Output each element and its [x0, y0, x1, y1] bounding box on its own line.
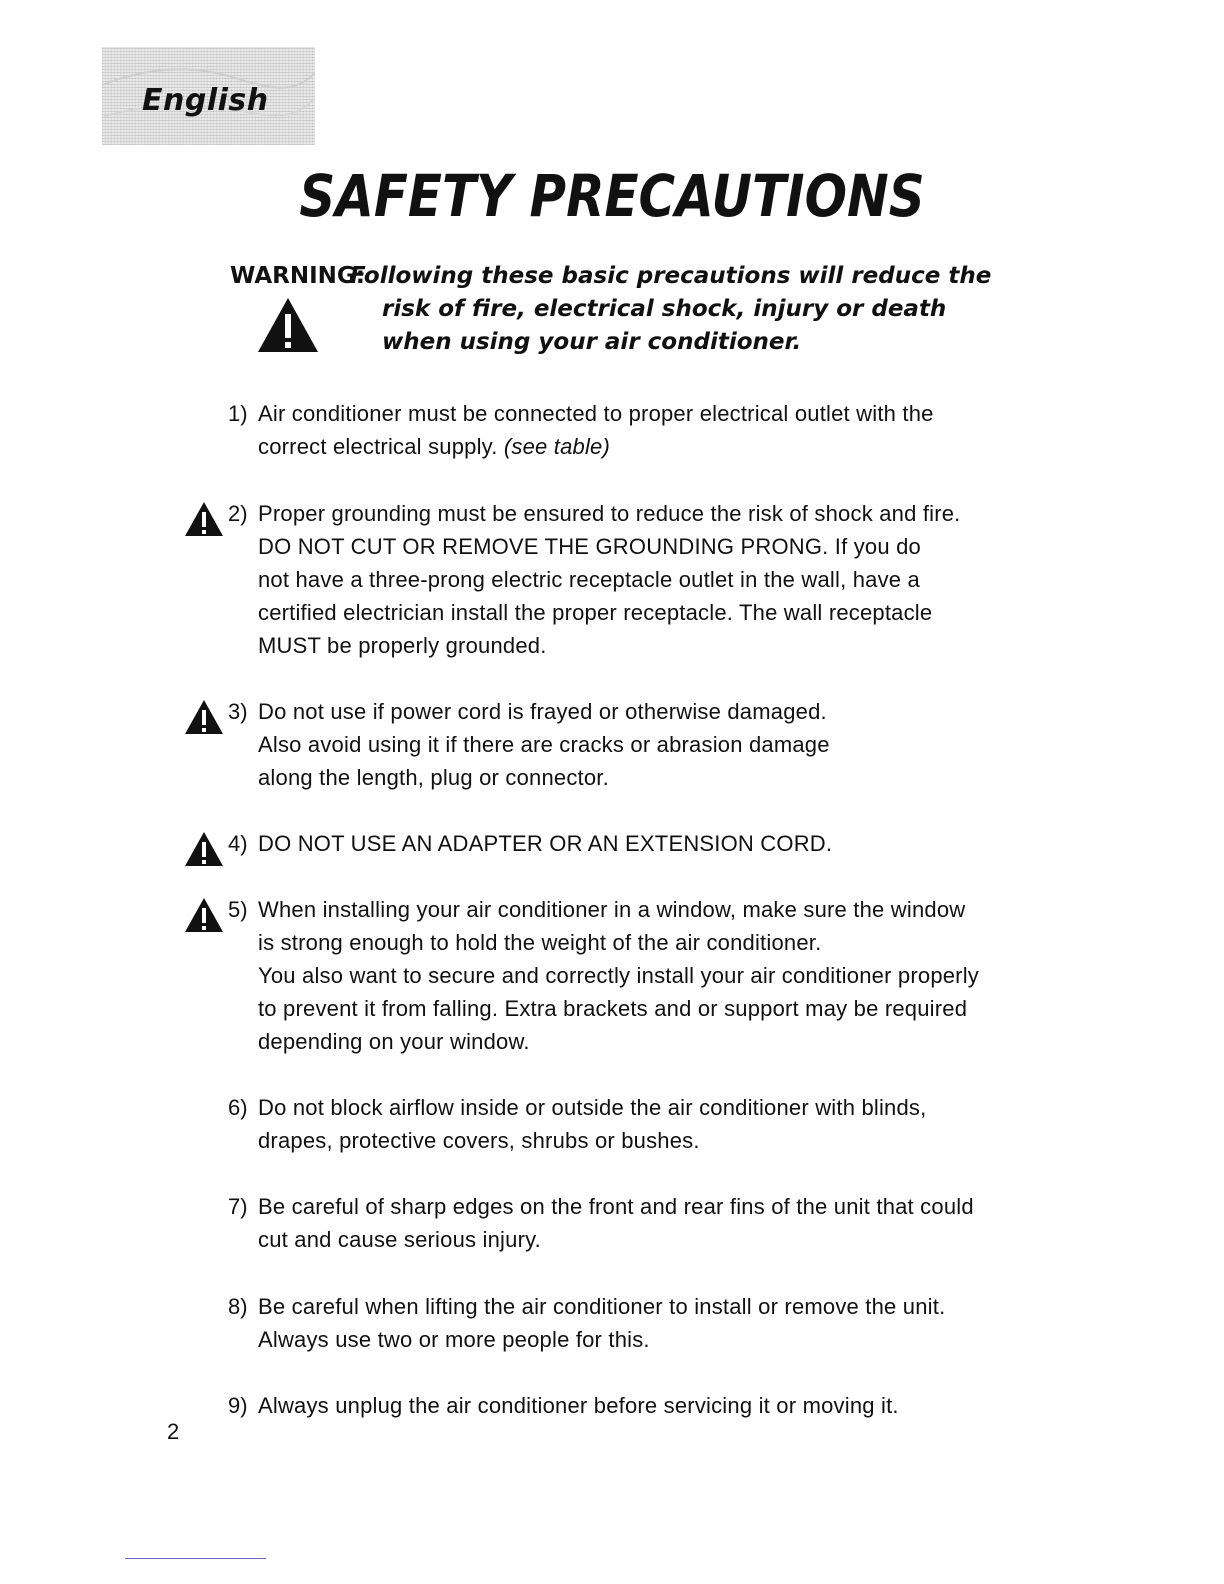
item-9-line-1: Always unplug the air conditioner before servicing it or moving it. — [258, 1393, 899, 1418]
item-3-line-1: Do not use if power cord is frayed or otherwise damaged. — [258, 699, 827, 724]
page-title: SAFETY PRECAUTIONS — [299, 162, 925, 230]
item-2-line-1: Proper grounding must be ensured to reduce the risk of shock and fire. — [258, 501, 961, 526]
item-7-line-1: Be careful of sharp edges on the front and rear fins of the unit that could — [258, 1194, 974, 1219]
warning-triangle-icon — [184, 699, 224, 735]
item-2-line-4: certified electrician install the proper receptacle. The wall receptacle — [258, 600, 933, 625]
item-number-8: 8) — [228, 1294, 248, 1319]
page-number: 2 — [167, 1419, 180, 1444]
item-1-line-2 — [258, 434, 610, 460]
item-6-line-1: Do not block airflow inside or outside the air conditioner with blinds, — [258, 1095, 927, 1120]
warning-line-2: risk of fire, electrical shock, injury or death — [382, 296, 947, 322]
warning-triangle-icon — [256, 296, 320, 354]
item-5-line-4: to prevent it from falling. Extra brackets and or support may be required — [258, 996, 968, 1021]
item-number-6: 6) — [228, 1095, 248, 1120]
item-1-note: (see table) — [503, 434, 611, 459]
item-2-line-2: DO NOT CUT OR REMOVE THE GROUNDING PRONG. If you do — [258, 534, 921, 559]
item-2-line-5: MUST be properly grounded. — [258, 633, 547, 658]
language-label: English — [142, 83, 269, 118]
item-8-line-1: Be careful when lifting the air conditioner to install or remove the unit. — [258, 1294, 946, 1319]
warning-triangle-icon — [184, 831, 224, 867]
item-1-line-1: Air conditioner must be connected to proper electrical outlet with the — [258, 401, 934, 426]
item-number-5: 5) — [228, 897, 248, 922]
item-2-line-3: not have a three-prong electric receptacle outlet in the wall, have a — [258, 567, 920, 592]
item-5-line-2: is strong enough to hold the weight of the air conditioner. — [258, 930, 822, 955]
item-5-line-3: You also want to secure and correctly install your air conditioner properly — [258, 963, 979, 988]
warning-line-3: when using your air conditioner. — [382, 329, 802, 355]
item-number-3: 3) — [228, 699, 248, 724]
item-4-line-1: DO NOT USE AN ADAPTER OR AN EXTENSION CORD. — [258, 831, 833, 856]
item-1-text: correct electrical supply. — [258, 434, 498, 459]
language-tab — [102, 47, 315, 145]
item-number-9: 9) — [228, 1393, 248, 1418]
warning-triangle-icon — [184, 897, 224, 933]
warning-line-1: Following these basic precautions will reduce the — [350, 263, 992, 289]
item-3-line-2: Also avoid using it if there are cracks or abrasion damage — [258, 732, 830, 757]
warning-triangle-icon — [184, 501, 224, 537]
item-7-line-2: cut and cause serious injury. — [258, 1227, 541, 1252]
item-8-line-2: Always use two or more people for this. — [258, 1327, 650, 1352]
warning-label: WARNING: — [230, 263, 365, 289]
item-number-2: 2) — [228, 501, 248, 526]
item-number-7: 7) — [228, 1194, 248, 1219]
item-number-1: 1) — [228, 401, 248, 426]
item-6-line-2: drapes, protective covers, shrubs or bushes. — [258, 1128, 700, 1153]
item-number-4: 4) — [228, 831, 248, 856]
item-3-line-3: along the length, plug or connector. — [258, 765, 609, 790]
item-5-line-5: depending on your window. — [258, 1029, 530, 1054]
item-5-line-1: When installing your air conditioner in a window, make sure the window — [258, 897, 966, 922]
footer-rule — [125, 1558, 266, 1559]
